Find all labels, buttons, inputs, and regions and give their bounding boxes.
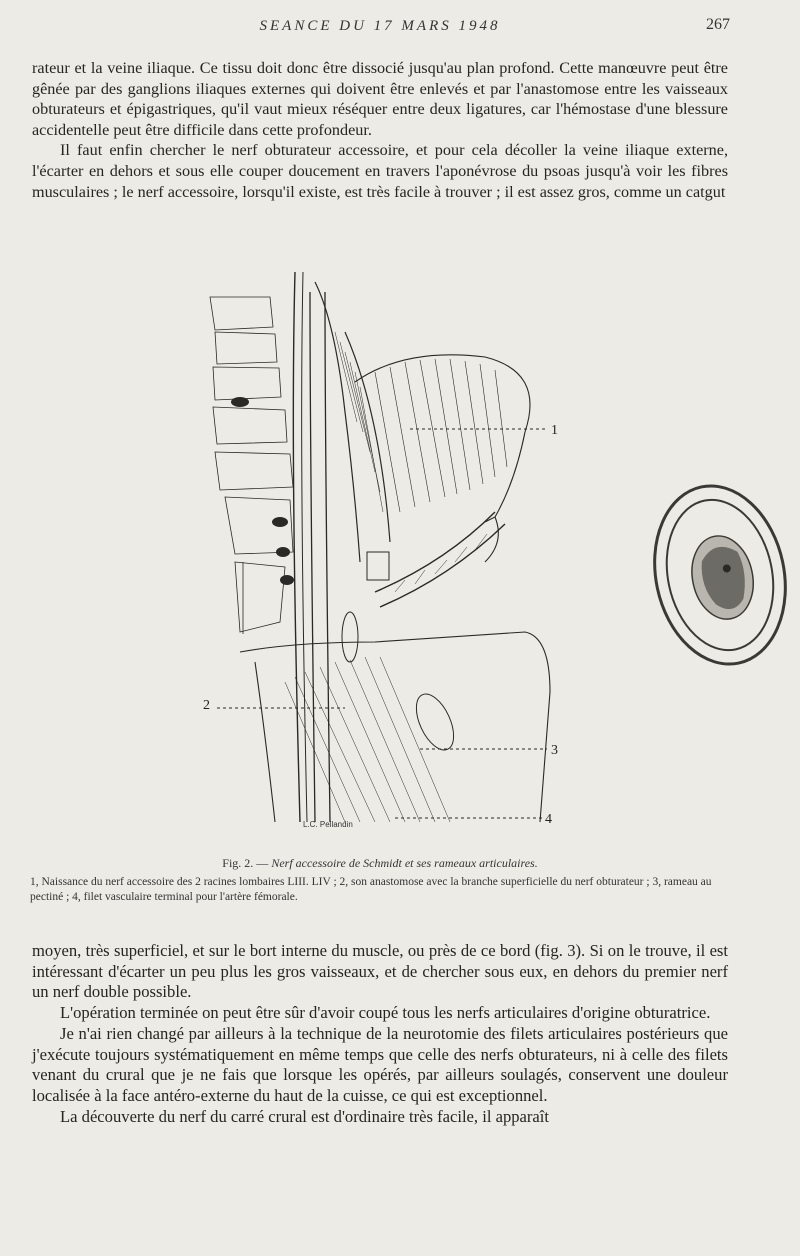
page-number: 267 bbox=[706, 16, 730, 33]
caption-title bbox=[30, 856, 730, 871]
paragraph: moyen, très superficiel, et sur le bort interne du muscle, ou près de ce bord (fig. 3). Si on le trouve, il est intéressant d'écarter un peu plus les gros vaisseaux, et de chercher sous eux, en dehors du premier nerf un nerf double possible. bbox=[32, 941, 728, 1002]
page-header bbox=[30, 18, 730, 42]
figure-legend: 1, Naissance du nerf accessoire des 2 racines lombaires LIII. LIV ; 2, son anastomose avec la branche superficielle du nerf obturateur ; 3, rameau au pectiné ; 4, filet vasculaire terminal pour l'artère fémorale. bbox=[30, 876, 712, 903]
figure-label-1: 1 bbox=[551, 423, 558, 438]
body-text-top bbox=[32, 58, 728, 202]
psoas-edge bbox=[315, 282, 360, 562]
figure-number: Fig. 2. — bbox=[222, 856, 269, 870]
obturator-nerve bbox=[293, 272, 300, 822]
figure-label-4: 4 bbox=[545, 812, 552, 827]
anatomical-figure bbox=[195, 262, 615, 832]
stamp-seal bbox=[650, 478, 790, 673]
paragraph: La découverte du nerf du carré crural est d'ordinaire très facile, il apparaît bbox=[60, 1106, 550, 1126]
artist-signature: L.C. Pellandin bbox=[303, 820, 353, 829]
paragraph: L'opération terminée on peut être sûr d'avoir coupé tous les nerfs articulaires d'origine obturatrice. bbox=[60, 1003, 711, 1023]
paragraph: rateur et la veine iliaque. Ce tissu doit donc être dissocié jusqu'au plan profond. Cette manœuvre peut être gênée par des ganglions iliaques externes qui doivent être enlevés et par l'anastomose entre les vaisseaux obturateurs et épigastriques, qu'il vaut mieux réséquer entre deux ligatures, car l'hémostase d'une blessure accidentelle peut être difficile dans cette profondeur. bbox=[32, 59, 728, 139]
figure-caption bbox=[30, 856, 730, 905]
running-title: SEANCE DU 17 MARS 1948 bbox=[259, 18, 501, 34]
figure-label-3: 3 bbox=[551, 743, 558, 758]
figure-label-2: 2 bbox=[203, 698, 210, 713]
body-text-bottom bbox=[32, 941, 728, 1127]
paragraph: Il faut enfin chercher le nerf obturateur accessoire, et pour cela décoller la veine iliaque externe, l'écarter en dehors et sous elle couper doucement en travers l'aponévrose du psoas jusqu'à voir les fibres musculaires ; le nerf accessoire, lorsqu'il existe, est très facile à trouver ; il est assez gros, comme un catgut bbox=[32, 141, 728, 201]
figure-title: Nerf accessoire de Schmidt et ses rameaux articulaires. bbox=[271, 856, 538, 870]
paragraph: Je n'ai rien changé par ailleurs à la technique de la neurotomie des filets articulaires postérieurs que j'exécute toujours systématiquement en même temps que celle des nerfs obturateurs, ni à celle des filets venant du crural que je ne fais que lorsque les opérés, par ailleurs soulagés, conservent une douleur localisée à la face antéro-externe du haut de la cuisse, ce qui est exceptionnel. bbox=[32, 1023, 728, 1105]
library-stamp bbox=[650, 478, 790, 673]
anatomical-drawing bbox=[195, 262, 615, 832]
